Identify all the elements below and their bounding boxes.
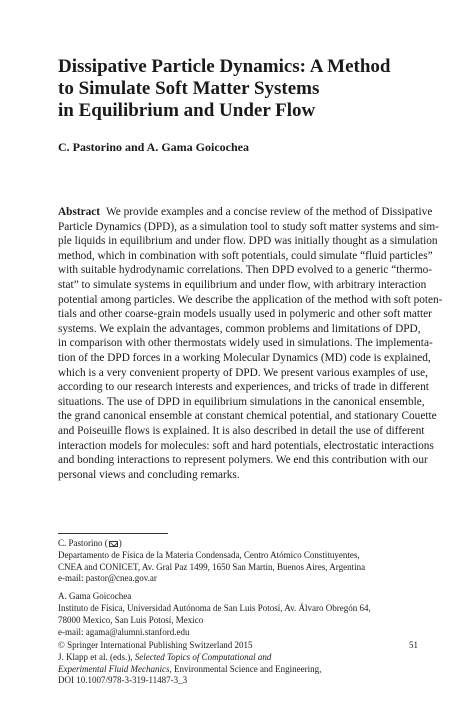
citation-editors: J. Klapp et al. (eds.),: [58, 651, 133, 662]
email-line: e-mail: pastor@cnea.gov.ar: [58, 573, 157, 584]
footnote-rule: [58, 533, 168, 534]
author-name: C. Pastorino: [58, 538, 103, 548]
author-affiliations: [58, 538, 418, 638]
abstract-line: systems. We explain the advantages, common problems and limitations of DPD,: [58, 322, 421, 335]
affiliation-author: C. Pastorino ( ): [58, 538, 122, 548]
abstract: [58, 205, 443, 482]
abstract-line: in comparison with other thermostats widely used in simulations. The implementa-: [58, 337, 433, 350]
abstract-line: situations. The use of DPD in equilibrium simulations in the canonical ensemble,: [58, 395, 425, 408]
abstract-line: [58, 205, 433, 220]
page-number: 51: [409, 640, 418, 650]
abstract-line: tion of the DPD forces in a working Molecular Dynamics (MD) code is explained,: [58, 351, 431, 364]
abstract-line: interaction models for molecules: soft and hard potentials, electrostatic interactions: [58, 439, 434, 452]
abstract-line: personal views and concluding remarks.: [58, 468, 240, 481]
abstract-label: Abstract: [58, 206, 101, 218]
citation-series: , Environmental Science and Engineering,: [169, 663, 322, 674]
chapter-title: [58, 56, 438, 122]
abstract-line: the grand canonical ensemble at constant chemical potential, and stationary Couette: [58, 410, 437, 423]
abstract-line: and Poiseuille flows is explained. It is also described in detail the use of different: [58, 424, 425, 437]
affiliation-line: Departamento de Física de la Materia Condensada, Centro Atómico Constituyentes,: [58, 549, 360, 560]
email-line: e-mail: agama@alumni.stanford.edu: [58, 626, 190, 637]
affiliation-line: 78000 Mexico, San Luis Potosí, Mexico: [58, 614, 204, 625]
copyright-footer: [58, 640, 418, 687]
affiliation-line: CNEA and CONICET, Av. Gral Paz 1499, 1650 San Martín, Buenos Aires, Argentina: [58, 561, 366, 572]
abstract-line: Particle Dynamics (DPD), as a simulation tool to study soft matter systems and sim-: [58, 220, 439, 233]
copyright-line: © Springer International Publishing Switzerland 2015: [58, 640, 253, 650]
authors: C. Pastorino and A. Gama Goicochea: [58, 140, 249, 154]
title-line: in Equilibrium and Under Flow: [58, 100, 316, 121]
abstract-line: method, which in combination with soft potentials, could simulate “fluid particles”: [58, 249, 433, 262]
envelope-icon: [109, 541, 118, 547]
abstract-line: according to our research interests and experiences, and tricks of trade in different: [58, 381, 429, 394]
citation-title: Selected Topics of Computational and: [134, 651, 272, 662]
abstract-line: potential among particles. We describe the application of the method with soft poten-: [58, 293, 443, 306]
doi-line: DOI 10.1007/978-3-319-11487-3_3: [58, 675, 188, 686]
abstract-line: stat” to simulate systems in equilibrium and under flow, with arbitrary interaction: [58, 278, 427, 291]
title-line: to Simulate Soft Matter Systems: [58, 78, 320, 99]
citation-line: [58, 652, 418, 664]
affiliation-author: A. Gama Goicochea: [58, 591, 132, 602]
abstract-line: tials and other coarse-grain models usually used in polymeric and other soft matter: [58, 308, 432, 321]
title-line: Dissipative Particle Dynamics: A Method: [58, 56, 391, 77]
citation-title: Experimental Fluid Mechanics: [58, 663, 170, 674]
abstract-text: We provide examples and a concise review of the method of Dissipative: [106, 206, 433, 218]
affiliation-line: Instituto de Física, Universidad Autónoma de San Luis Potosí, Av. Álvaro Obregón 64,: [58, 602, 371, 613]
abstract-line: and bonding interactions to represent polymers. We end this contribution with our: [58, 454, 428, 467]
abstract-line: with suitable hydrodynamic correlations. Then DPD evolved to a generic “thermo-: [58, 264, 433, 277]
abstract-line: which is a very convenient property of DPD. We present various examples of use,: [58, 366, 429, 379]
abstract-line: ple liquids in equilibrium and under flow. DPD was initially thought as a simulation: [58, 235, 438, 248]
citation-line: [58, 664, 418, 676]
